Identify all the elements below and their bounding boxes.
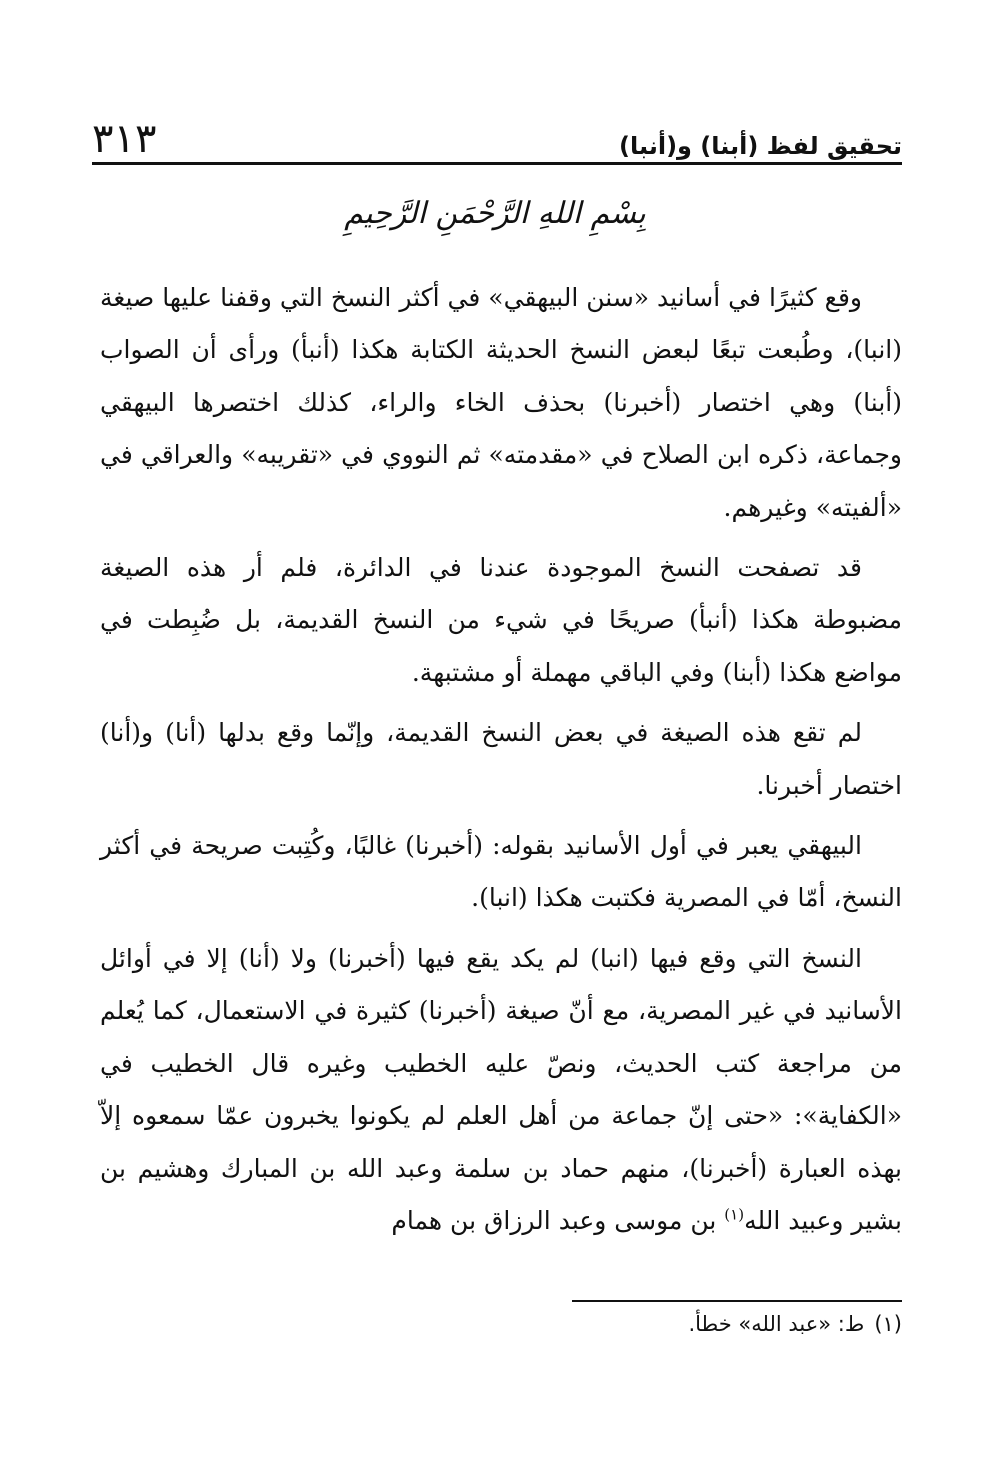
paragraph-5-text-continued: بن موسى وعبد الرزاق بن همام [391,1205,725,1235]
page-number: ٣١٣ [92,116,157,162]
paragraph-3: لم تقع هذه الصيغة في بعض النسخ القديمة، وإنّما وقع بدلها (أنا) و(أنا) اختصار أخبرنا. [100,718,902,800]
header-rule [92,162,902,165]
paragraph-5-text: النسخ التي وقع فيها (انبا) لم يكد يقع فيها (أخبرنا) ولا (أنا) إلا في أوائل الأسانيد في غير المصرية، مع أنّ صيغة (أخبرنا) كثيرة في الاستعمال، كما يُعلم من مراجعة كتب الحديث، ونصّ عليه الخطيب وغيره قال الخطيب في «الكفاية»: «حتى إنّ جماعة من أهل العلم لم يكونوا يخبرون عمّا سمعوه إلاّ بهذه العبارة (أخبرنا)، منهم حماد بن سلمة وعبد الله بن المبارك وهشيم بن بشير وعبيد الله [100,943,902,1235]
footnote-reference: (١) [724,1205,745,1224]
footnote-text: ط: «عبد الله» خطأ. [688,1312,865,1336]
basmala-calligraphy: بِسْمِ اللهِ الرَّحْمَنِ الرَّحِيمِ [344,196,646,231]
footnote [400,1312,902,1336]
paragraph-4: البيهقي يعبر في أول الأسانيد بقوله: (أخبرنا) غالبًا، وكُتِبت صريحة في أكثر النسخ، أمّا في المصرية فكتبت هكذا (انبا). [100,831,902,913]
paragraph-1: وقع كثيرًا في أسانيد «سنن البيهقي» في أكثر النسخ التي وقفنا عليها صيغة (انبا)، وطُبعت تبعًا لبعض النسخ الحديثة الكتابة هكذا (أنبأ) ورأى أن الصواب (أبنا) وهي اختصار (أخبرنا) بحذف الخاء والراء، كذلك اختصرها البيهقي وجماعة، ذكره ابن الصلاح في «مقدمته» ثم النووي في «تقريبه» والعراقي في «ألفيته» وغيرهم. [100,283,902,522]
footnote-number: (١) [874,1312,902,1336]
footnote-rule [572,1300,902,1302]
paragraph-2: قد تصفحت النسخ الموجودة عندنا في الدائرة، فلم أر هذه الصيغة مضبوطة هكذا (أنبأ) صريحًا في شيء من النسخ القديمة، بل ضُبِطت في مواضع هكذا (أبنا) وفي الباقي مهملة أو مشتبهة. [100,553,902,687]
page-header [92,112,902,162]
paragraph-5 [100,933,902,1247]
running-title: تحقيق لفظ (أبنا) و(أنبا) [619,132,902,160]
body-text [100,272,902,1247]
